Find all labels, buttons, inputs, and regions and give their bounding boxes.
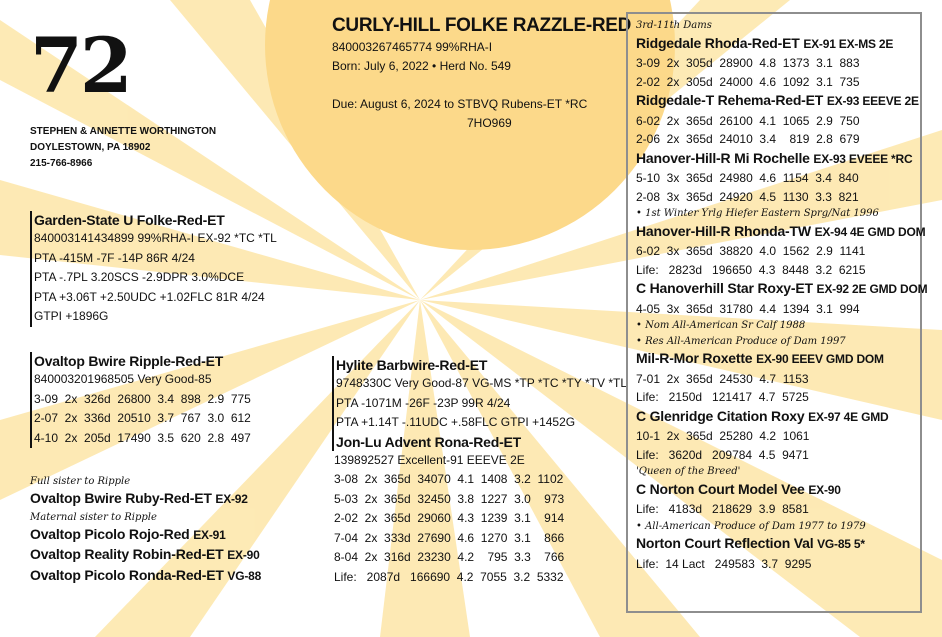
dam-entry-score: VG-85 5* bbox=[817, 537, 865, 551]
granddam-record: 8-04 2x 316d 23230 4.2 795 3.3 766 bbox=[334, 550, 565, 564]
dam-entry-score: EX-93 EEEVE 2E bbox=[826, 94, 919, 108]
dam-entry-record: 2-02 2x 305d 24000 4.6 1092 3.1 735 bbox=[636, 74, 860, 89]
relative-score: EX-91 bbox=[193, 527, 226, 542]
dam-name: Ovaltop Bwire Ripple-Red-ET bbox=[34, 353, 224, 369]
dams-header: 3rd-11th Dams bbox=[636, 20, 712, 31]
dam-entry-name: Ridgedale-T Rehema-Red-ET bbox=[636, 92, 824, 108]
dam-entry-record: Life: 2823d 196650 4.3 8448 3.2 6215 bbox=[636, 262, 866, 277]
dam-entry-name: Norton Court Reflection Val bbox=[636, 535, 814, 551]
dam-entry-note: • Res All-American Produce of Dam 1997 bbox=[636, 335, 846, 347]
relatives-section bbox=[30, 474, 261, 586]
dam-entry-score: EX-92 2E GMD DOM bbox=[816, 282, 928, 296]
dam-entry-score: EX-91 EX-MS 2E bbox=[803, 36, 894, 51]
lot-number: 72 bbox=[30, 21, 130, 110]
granddam-record: 7-04 2x 333d 27690 4.6 1270 3.1 866 bbox=[334, 530, 565, 545]
granddam-id: 139892527 Excellent-91 EEEVE 2E bbox=[334, 452, 525, 467]
dam-record: 4-10 2x 205d 17490 3.5 620 2.8 497 bbox=[34, 430, 251, 445]
dam-entry-score: EX-93 EVEEE *RC bbox=[813, 151, 913, 166]
animal-header bbox=[332, 14, 631, 133]
mgs-line: PTA -1071M -26F -23P 99R 4/24 bbox=[336, 395, 511, 410]
dam-entry-score: EX-90 bbox=[808, 482, 841, 497]
dam-entry-record: 6-02 3x 365d 38820 4.0 1562 2.9 1141 bbox=[636, 244, 866, 258]
dam-section bbox=[30, 352, 251, 448]
dam-entry-record: Life: 4183d 218629 3.9 8581 bbox=[636, 502, 809, 516]
sire-section bbox=[30, 211, 277, 327]
maternal-grandsire bbox=[332, 356, 627, 451]
granddam-life: Life: 2087d 166690 4.2 7055 3.2 5332 bbox=[334, 569, 564, 584]
relative-name: Ovaltop Bwire Ruby-Red-ET bbox=[30, 490, 212, 506]
relative-score: VG-88 bbox=[227, 568, 262, 583]
dam-entry-note: • All-American Produce of Dam 1977 to 1979 bbox=[636, 520, 866, 532]
dam-entry-record: 7-01 2x 365d 24530 4.7 1153 bbox=[636, 371, 809, 386]
dam-entry-record: 3-09 2x 305d 28900 4.8 1373 3.1 883 bbox=[636, 56, 860, 70]
sire-line: PTA -415M -7F -14P 86R 4/24 bbox=[34, 250, 195, 265]
sire-line: 840003141434899 99%RHA-I EX-92 *TC *TL bbox=[34, 231, 277, 245]
ancestry-dams-box bbox=[626, 12, 928, 613]
relative-score: EX-92 bbox=[215, 492, 248, 506]
dam-entry-record: Life: 14 Lact 249583 3.7 9295 bbox=[636, 556, 812, 571]
sire-line: PTA +3.06T +2.50UDC +1.02FLC 81R 4/24 bbox=[34, 289, 265, 304]
dam-entry-name: Hanover-Hill-R Mi Rochelle bbox=[636, 149, 810, 166]
dam-id: 840003201968505 Very Good-85 bbox=[34, 372, 212, 386]
granddam-name: Jon-Lu Advent Rona-Red-ET bbox=[336, 433, 522, 450]
owner-name: STEPHEN & ANNETTE WORTHINGTON bbox=[30, 126, 217, 137]
dam-entry-record: Life: 2150d 121417 4.7 5725 bbox=[636, 390, 809, 404]
granddam-record: 5-03 2x 365d 32450 3.8 1227 3.0 973 bbox=[334, 491, 565, 506]
relative-name: Ovaltop Picolo Rojo-Red bbox=[30, 525, 190, 542]
maternal-section bbox=[332, 356, 627, 587]
owner-info bbox=[30, 124, 216, 172]
dam-entry-record: 6-02 2x 365d 26100 4.1 1065 2.9 750 bbox=[636, 113, 860, 128]
animal-id: 840003267465774 99%RHA-I bbox=[332, 40, 493, 54]
dam-entry-score: EX-97 4E GMD bbox=[808, 409, 889, 424]
dam-entry-score: EX-90 EEEV GMD DOM bbox=[756, 352, 884, 366]
due-sire-code: 7HO969 bbox=[467, 116, 512, 130]
dam-entry-record: 2-08 3x 365d 24920 4.5 1130 3.3 821 bbox=[636, 189, 859, 204]
owner-phone: 215-766-8966 bbox=[30, 158, 93, 169]
dam-entry-name: Hanover-Hill-R Rhonda-TW bbox=[636, 222, 811, 239]
dam-entry-score: EX-94 4E GMD DOM bbox=[814, 224, 926, 239]
dam-entry-record: 4-05 3x 365d 31780 4.4 1394 3.1 994 bbox=[636, 301, 860, 316]
dam-entry-name: Mil-R-Mor Roxette bbox=[636, 350, 753, 366]
granddam-details bbox=[332, 451, 627, 588]
mgs-line: 9748330C Very Good-87 VG-MS *TP *TC *TY *TV *TL bbox=[336, 376, 628, 390]
dam-entry-note: • Nom All-American Sr Calf 1988 bbox=[636, 320, 806, 331]
dam-entry-record: Life: 3620d 209784 4.5 9471 bbox=[636, 447, 809, 462]
dam-entry-name: C Hanoverhill Star Roxy-ET bbox=[636, 280, 813, 296]
sire-name: Garden-State U Folke-Red-ET bbox=[34, 212, 225, 228]
dam-entry-note: 'Queen of the Breed' bbox=[636, 466, 741, 477]
animal-name: CURLY-HILL FOLKE RAZZLE-RED bbox=[332, 15, 632, 36]
relative-note: Maternal sister to Ripple bbox=[30, 511, 157, 523]
relative-name: Ovaltop Picolo Ronda-Red-ET bbox=[30, 566, 224, 583]
dam-entry-record: 10-1 2x 365d 25280 4.2 1061 bbox=[636, 429, 810, 443]
dam-entry-note: • 1st Winter Yrlg Hiefer Eastern Sprg/Nat 1996 bbox=[636, 208, 879, 219]
sire-line: PTA -.7PL 3.20SCS -2.9DPR 3.0%DCE bbox=[34, 270, 245, 284]
relative-note: Full sister to Ripple bbox=[30, 476, 131, 487]
dam-entry-name: Ridgedale Rhoda-Red-ET bbox=[636, 34, 800, 51]
mgs-name: Hylite Barbwire-Red-ET bbox=[336, 357, 488, 373]
dam-record: 2-07 2x 336d 20510 3.7 767 3.0 612 bbox=[34, 411, 251, 425]
relative-name: Ovaltop Reality Robin-Red-ET bbox=[30, 546, 224, 562]
sire-line: GTPI +1896G bbox=[34, 309, 109, 323]
dam-entry-name: C Norton Court Model Vee bbox=[636, 480, 805, 497]
due-date: Due: August 6, 2024 to STBVQ Rubens-ET *RC bbox=[332, 97, 588, 111]
dam-entry-name: C Glenridge Citation Roxy bbox=[636, 407, 805, 424]
dam-entry-record: 2-06 2x 365d 24010 3.4 819 2.8 679 bbox=[636, 132, 860, 146]
mgs-line: PTA +1.14T -.11UDC +.58FLC GTPI +1452G bbox=[336, 415, 576, 429]
granddam-record: 2-02 2x 365d 29060 4.3 1239 3.1 914 bbox=[334, 511, 565, 525]
dam-record: 3-09 2x 326d 26800 3.4 898 2.9 775 bbox=[34, 391, 251, 406]
animal-born: Born: July 6, 2022 • Herd No. 549 bbox=[332, 59, 511, 73]
owner-location: DOYLESTOWN, PA 18902 bbox=[30, 142, 151, 153]
granddam-record: 3-08 2x 365d 34070 4.1 1408 3.2 1102 bbox=[334, 472, 564, 486]
dam-entry-record: 5-10 3x 365d 24980 4.6 1154 3.4 840 bbox=[636, 171, 859, 185]
relative-score: EX-90 bbox=[227, 548, 260, 562]
